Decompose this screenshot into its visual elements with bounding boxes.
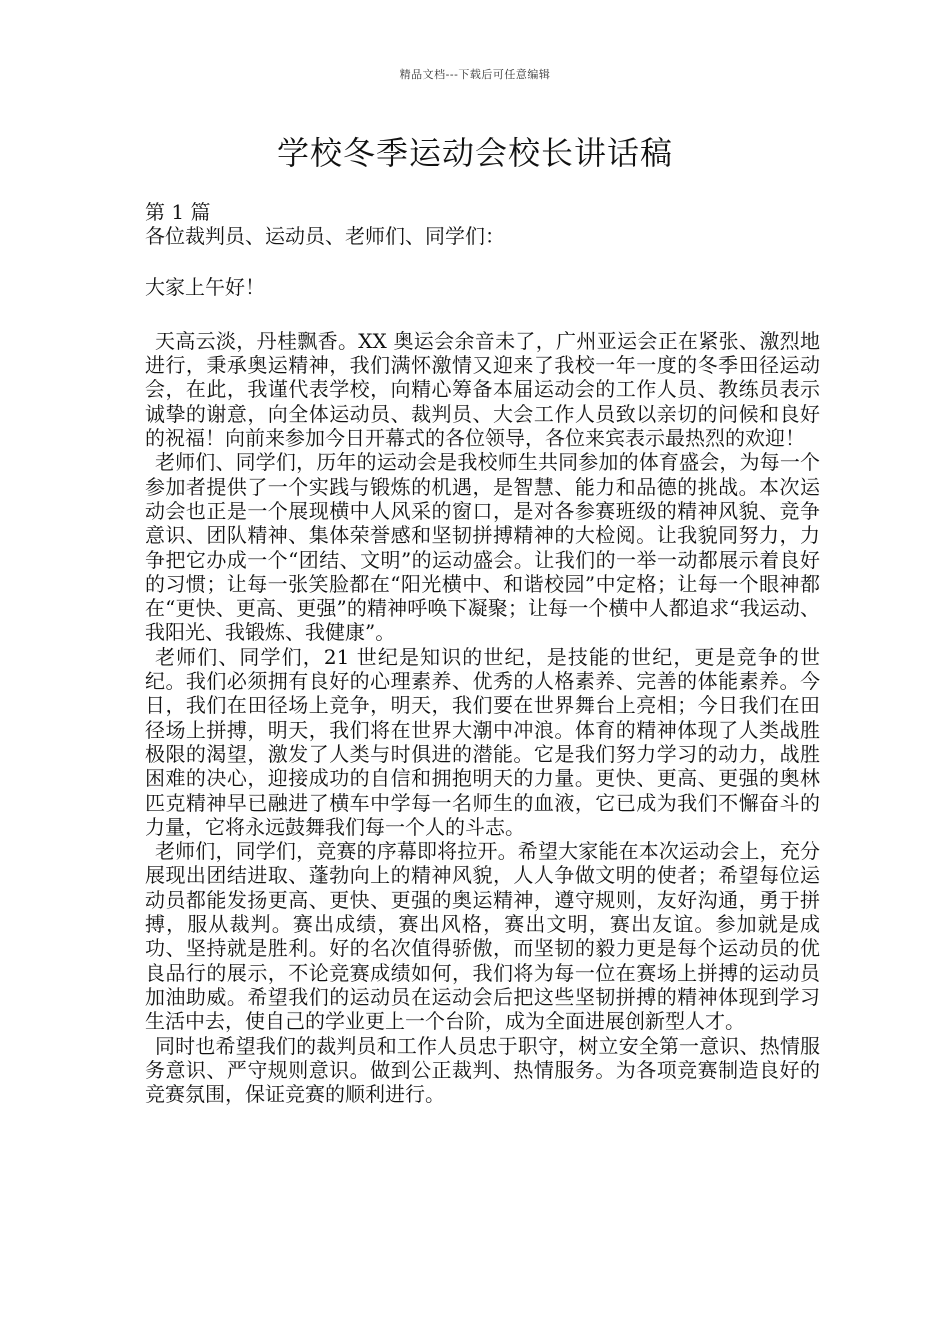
- header-note: 精品文档---下载后可任意编辑: [399, 68, 551, 81]
- paragraph-2: 老师们、同学们，历年的运动会是我校师生共同参加的体育盛会，为每一个参加者提供了一个实践与锻炼的机遇，是智慧、能力和品德的挑战。本次运动会也正是一个展现横中人风采的窗口，是对各参赛班级的精神风貌、竞争意识、团队精神、集体荣誉感和坚韧拼搏精神的大检阅。让我貌同努力，力争把它办成一个“团结、文明”的运动盛会。让我们的一举一动都展示着良好的习惯；让每一张笑脸都在“阳光横中、和谐校园”中定格；让每一个眼神都在“更快、更高、更强”的精神呼唤下凝聚；让每一个横中人都追求“我运动、我阳光、我锻炼、我健康”。: [145, 450, 820, 645]
- salutation: 各位裁判员、运动员、老师们、同学们：: [145, 224, 505, 249]
- document-body: [145, 200, 820, 1106]
- paragraph-5: 同时也希望我们的裁判员和工作人员忠于职守，树立安全第一意识、热情服务意识、严守规则意识。做到公正裁判、热情服务。为各项竞赛制造良好的竞赛氛围，保证竞赛的顺利进行。: [145, 1033, 820, 1107]
- paragraph-4: 老师们，同学们，竞赛的序幕即将拉开。希望大家能在本次运动会上，充分展现出团结进取、蓬勃向上的精神风貌，人人争做文明的使者；希望每位运动员都能发扬更高、更快、更强的奥运精神，遵守规则，友好沟通，勇于拼搏，服从裁判。赛出成绩，赛出风格，赛出文明，赛出友谊。参加就是成功、坚持就是胜利。好的名次值得骄傲，而坚韧的毅力更是每个运动员的优良品行的展示，不论竞赛成绩如何，我们将为每一位在赛场上拼搏的运动员加油助威。希望我们的运动员在运动会后把这些坚韧拼搏的精神体现到学习生活中去，使自己的学业更上一个台阶，成为全面进展创新型人才。: [145, 839, 820, 1034]
- paragraph-3: 老师们、同学们，21 世纪是知识的世纪，是技能的世纪，更是竞争的世纪。我们必须拥有良好的心理素养、优秀的人格素养、完善的体能素养。今日，我们在田径场上竞争，明天，我们要在世界舞台上亮相；今日我们在田径场上拼搏，明天，我们将在世界大潮中冲浪。体育的精神体现了人类战胜极限的渴望，激发了人类与时俱进的潜能。它是我们努力学习的动力，战胜困难的决心，迎接成功的自信和拥抱明天的力量。更快、更高、更强的奥林匹克精神早已融进了横车中学每一名师生的血液，它已成为我们不懈奋斗的力量，它将永远鼓舞我们每一个人的斗志。: [145, 644, 820, 839]
- section-label: 第 1 篇: [145, 200, 211, 224]
- spacer: [145, 299, 820, 329]
- spacer: [145, 249, 820, 275]
- document-title: 学校冬季运动会校长讲话稿: [276, 134, 673, 172]
- paragraph-1: 天高云淡，丹桂飘香。XX 奥运会余音未了，广州亚运会正在紧张、激烈地进行，秉承奥运精神，我们满怀激情又迎来了我校一年一度的冬季田径运动会，在此，我谨代表学校，向精心筹备本届运动会的工作人员、教练员表示诚挚的谢意，向全体运动员、裁判员、大会工作人员致以亲切的问候和良好的祝福！向前来参加今日开幕式的各位领导，各位来宾表示最热烈的欢迎！: [145, 328, 820, 451]
- greeting: 大家上午好！: [145, 274, 265, 299]
